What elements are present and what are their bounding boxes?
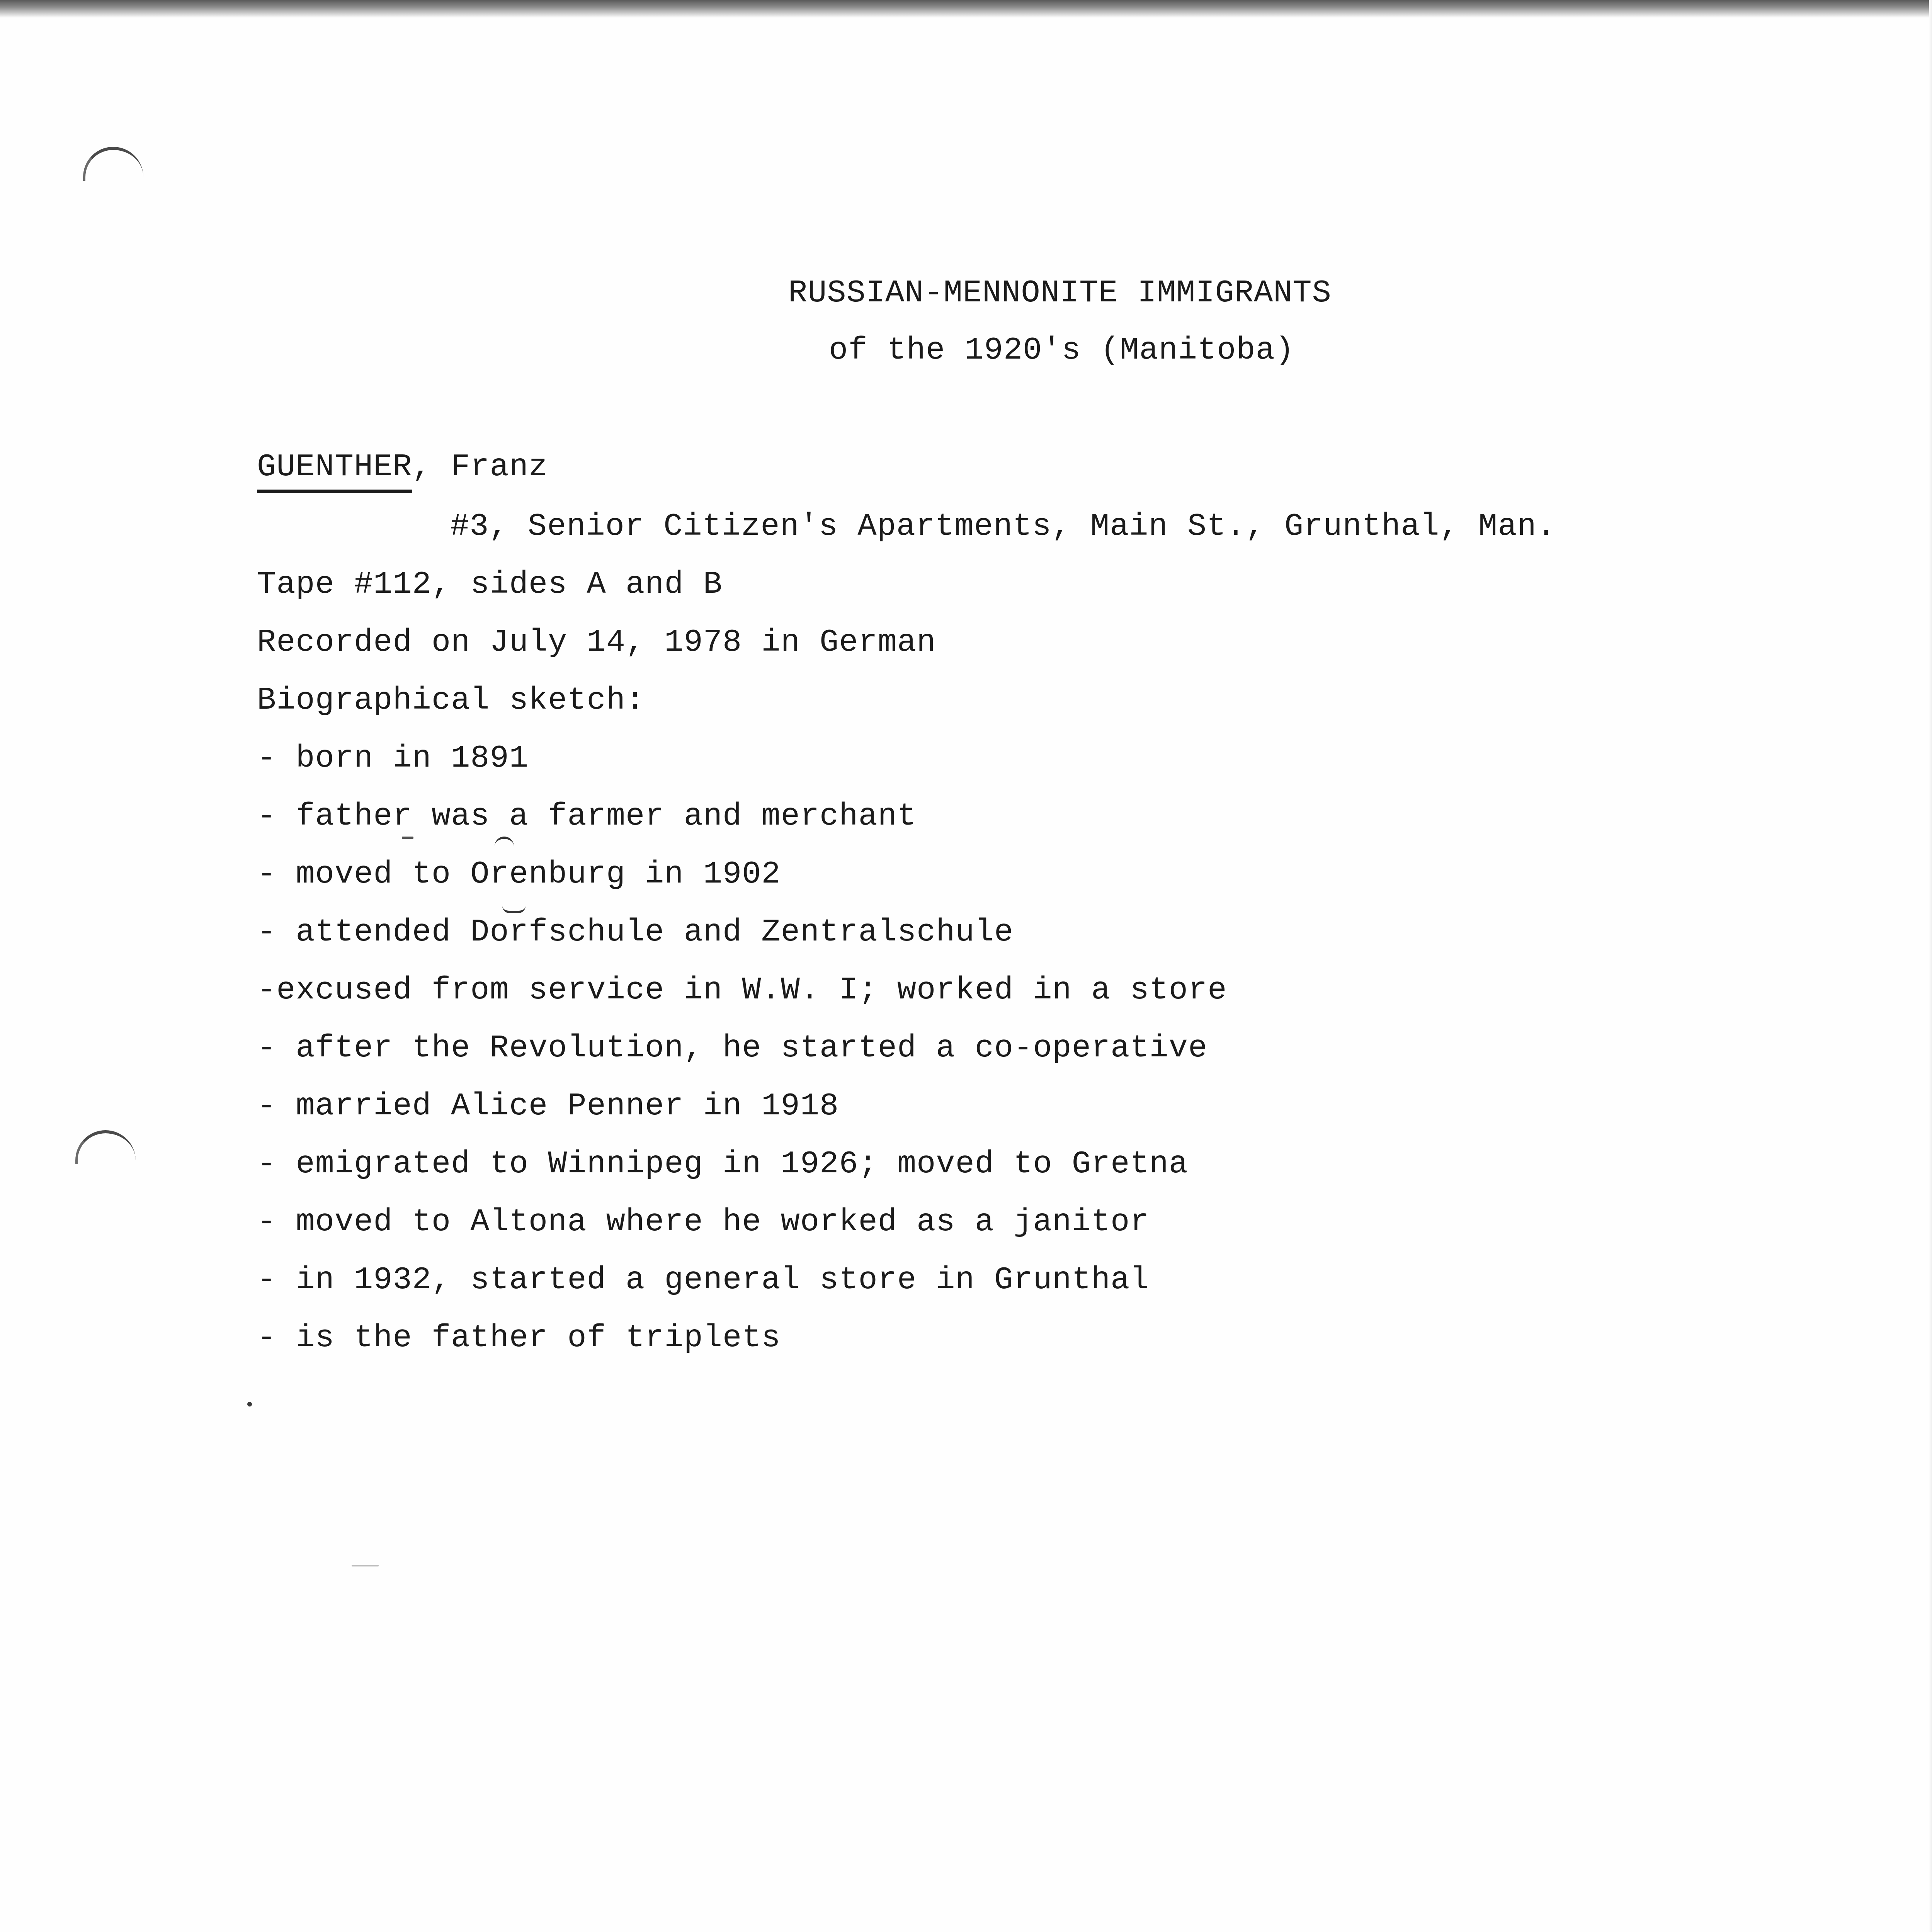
list-item: - in 1932, started a general store in Grunthal [257, 1262, 1150, 1298]
list-item: - born in 1891 [257, 740, 529, 776]
list-item: -excused from service in W.W. I; worked in a store [257, 972, 1227, 1008]
subject-name [257, 451, 548, 483]
handwritten-correction-mark [495, 837, 514, 847]
document-title: RUSSIAN-MENNONITE IMMIGRANTS [788, 275, 1332, 311]
subject-address: #3, Senior Citizen's Apartments, Main St., Grunthal, Man. [450, 509, 1556, 544]
list-item: - married Alice Penner in 1918 [257, 1088, 839, 1124]
list-item: - is the father of triplets [257, 1320, 781, 1356]
scan-edge-top [0, 0, 1932, 18]
subject-given-name: , Franz [412, 449, 548, 485]
list-item: - moved to Altona where he worked as a janitor [257, 1204, 1150, 1240]
list-item: - father was a farmer and merchant [257, 798, 917, 834]
list-item: - after the Revolution, he started a co-operative [257, 1030, 1208, 1066]
handwritten-correction-mark [402, 837, 413, 839]
list-item: - moved to Orenburg in 1902 [257, 856, 781, 892]
stray-mark [247, 1402, 252, 1406]
sketch-heading: Biographical sketch: [257, 682, 645, 718]
scan-edge-right [1929, 0, 1932, 1932]
binder-hole-middle [75, 1130, 136, 1164]
tape-info: Tape #112, sides A and B [257, 566, 723, 602]
subject-surname: GUENTHER [257, 449, 412, 493]
list-item: - attended Dorfschule and Zentralschule [257, 914, 1014, 950]
handwritten-correction-mark [502, 906, 526, 913]
binder-hole-top [83, 147, 143, 181]
recording-info: Recorded on July 14, 1978 in German [257, 624, 936, 660]
document-subtitle: of the 1920's (Manitoba) [829, 332, 1294, 368]
list-item: - emigrated to Winnipeg in 1926; moved to Gretna [257, 1146, 1188, 1182]
stray-mark [352, 1565, 379, 1566]
